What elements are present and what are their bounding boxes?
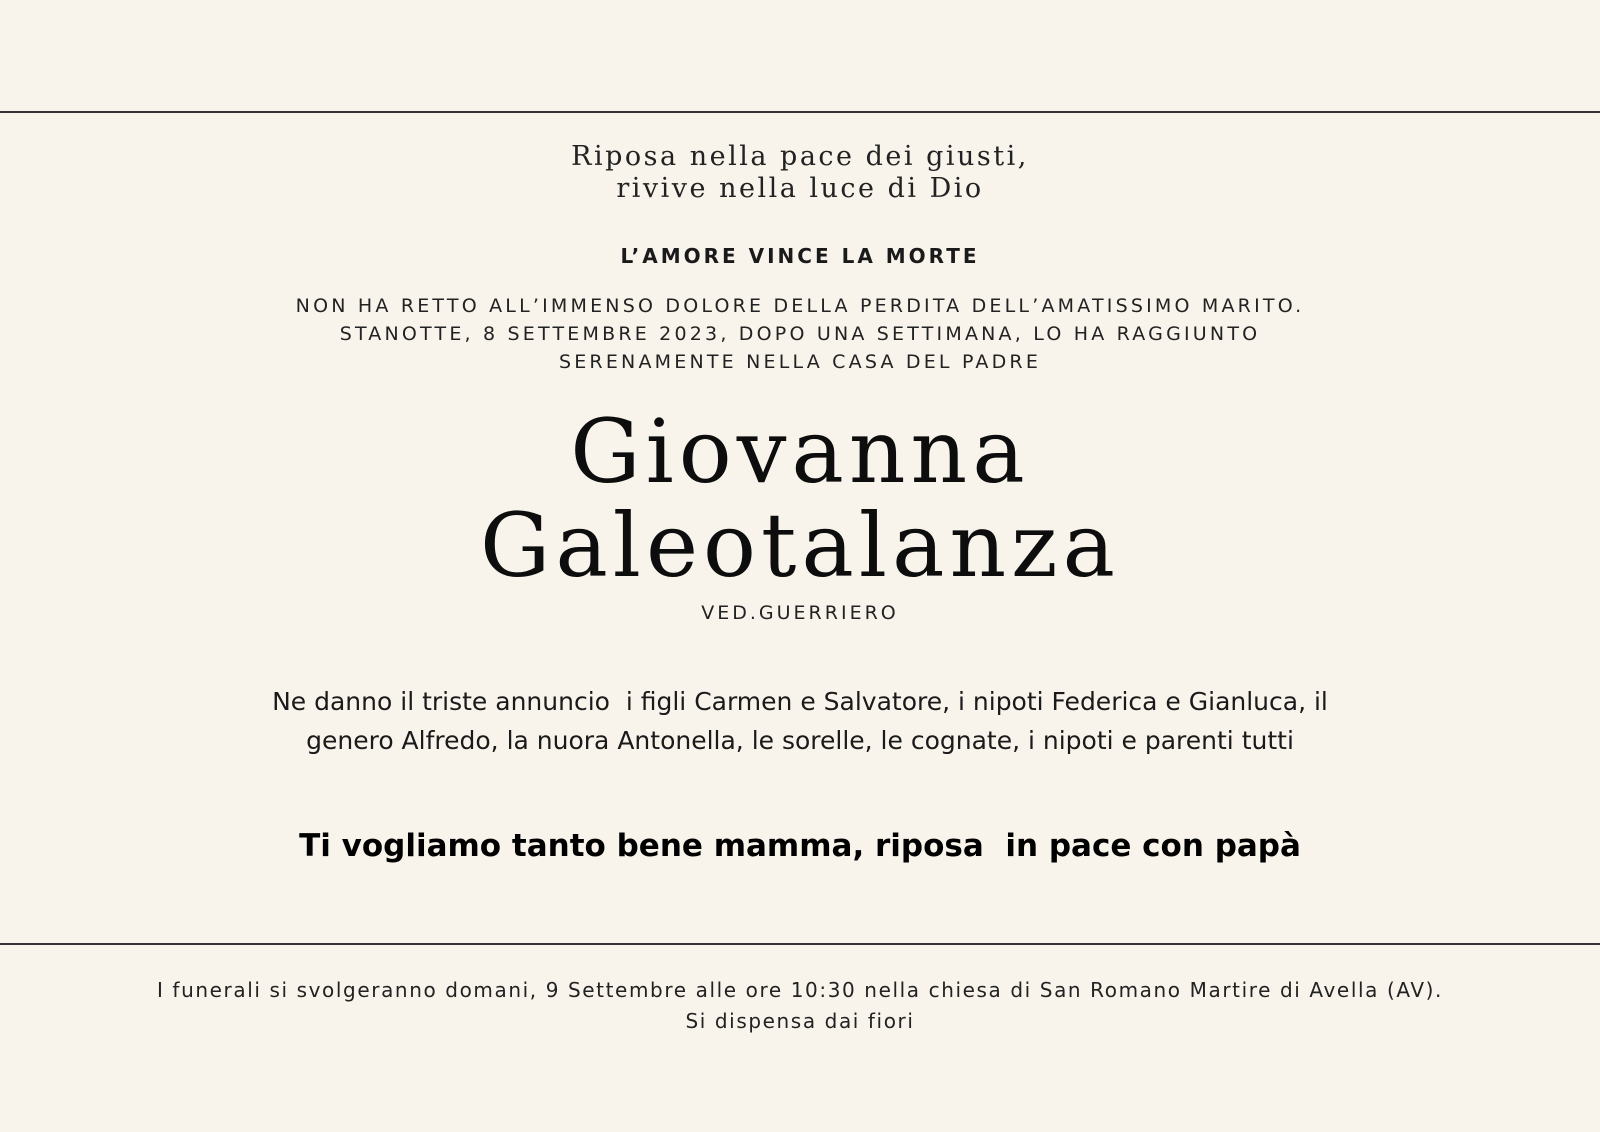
motto-heading <box>0 243 1600 269</box>
motto-text: L’AMORE VINCE LA MORTE <box>620 244 980 268</box>
religious-quote <box>0 141 1600 205</box>
deceased-last-name: Galeotalanza <box>480 494 1120 597</box>
quote-line-2: rivive nella luce di Dio <box>616 173 984 204</box>
family-announcement <box>0 682 1600 760</box>
widow-note <box>0 600 1600 626</box>
top-divider <box>0 111 1600 113</box>
deceased-first-name: Giovanna <box>570 400 1030 503</box>
quote-line-1: Riposa nella pace dei giusti, <box>571 141 1029 172</box>
funeral-details <box>0 975 1600 1037</box>
farewell-text: Ti vogliamo tanto bene mamma, riposa in pace con papà <box>299 828 1301 864</box>
intro-line-3: SERENAMENTE NELLA CASA DEL PADRE <box>558 351 1042 373</box>
bottom-divider <box>0 943 1600 945</box>
intro-line-2: STANOTTE, 8 SETTEMBRE 2023, DOPO UNA SETTIMANA, LO HA RAGGIUNTO <box>339 323 1261 345</box>
announcement-line-1: Ne danno il triste annuncio i figli Carmen e Salvatore, i nipoti Federica e Gianluca, il <box>272 687 1328 716</box>
intro-text <box>0 292 1600 376</box>
announcement-line-2: genero Alfredo, la nuora Antonella, le sorelle, le cognate, i nipoti e parenti tutti <box>306 726 1294 755</box>
farewell-message <box>0 826 1600 866</box>
funeral-line-1: I funerali si svolgeranno domani, 9 Settembre alle ore 10:30 nella chiesa di San Romano Martire di Avella (AV). <box>156 978 1444 1002</box>
funeral-line-2: Si dispensa dai fiori <box>685 1009 915 1033</box>
deceased-name <box>0 400 1600 597</box>
widow-note-text: VED.GUERRIERO <box>701 602 899 624</box>
intro-line-1: NON HA RETTO ALL’IMMENSO DOLORE DELLA PERDITA DELL’AMATISSIMO MARITO. <box>295 295 1305 317</box>
